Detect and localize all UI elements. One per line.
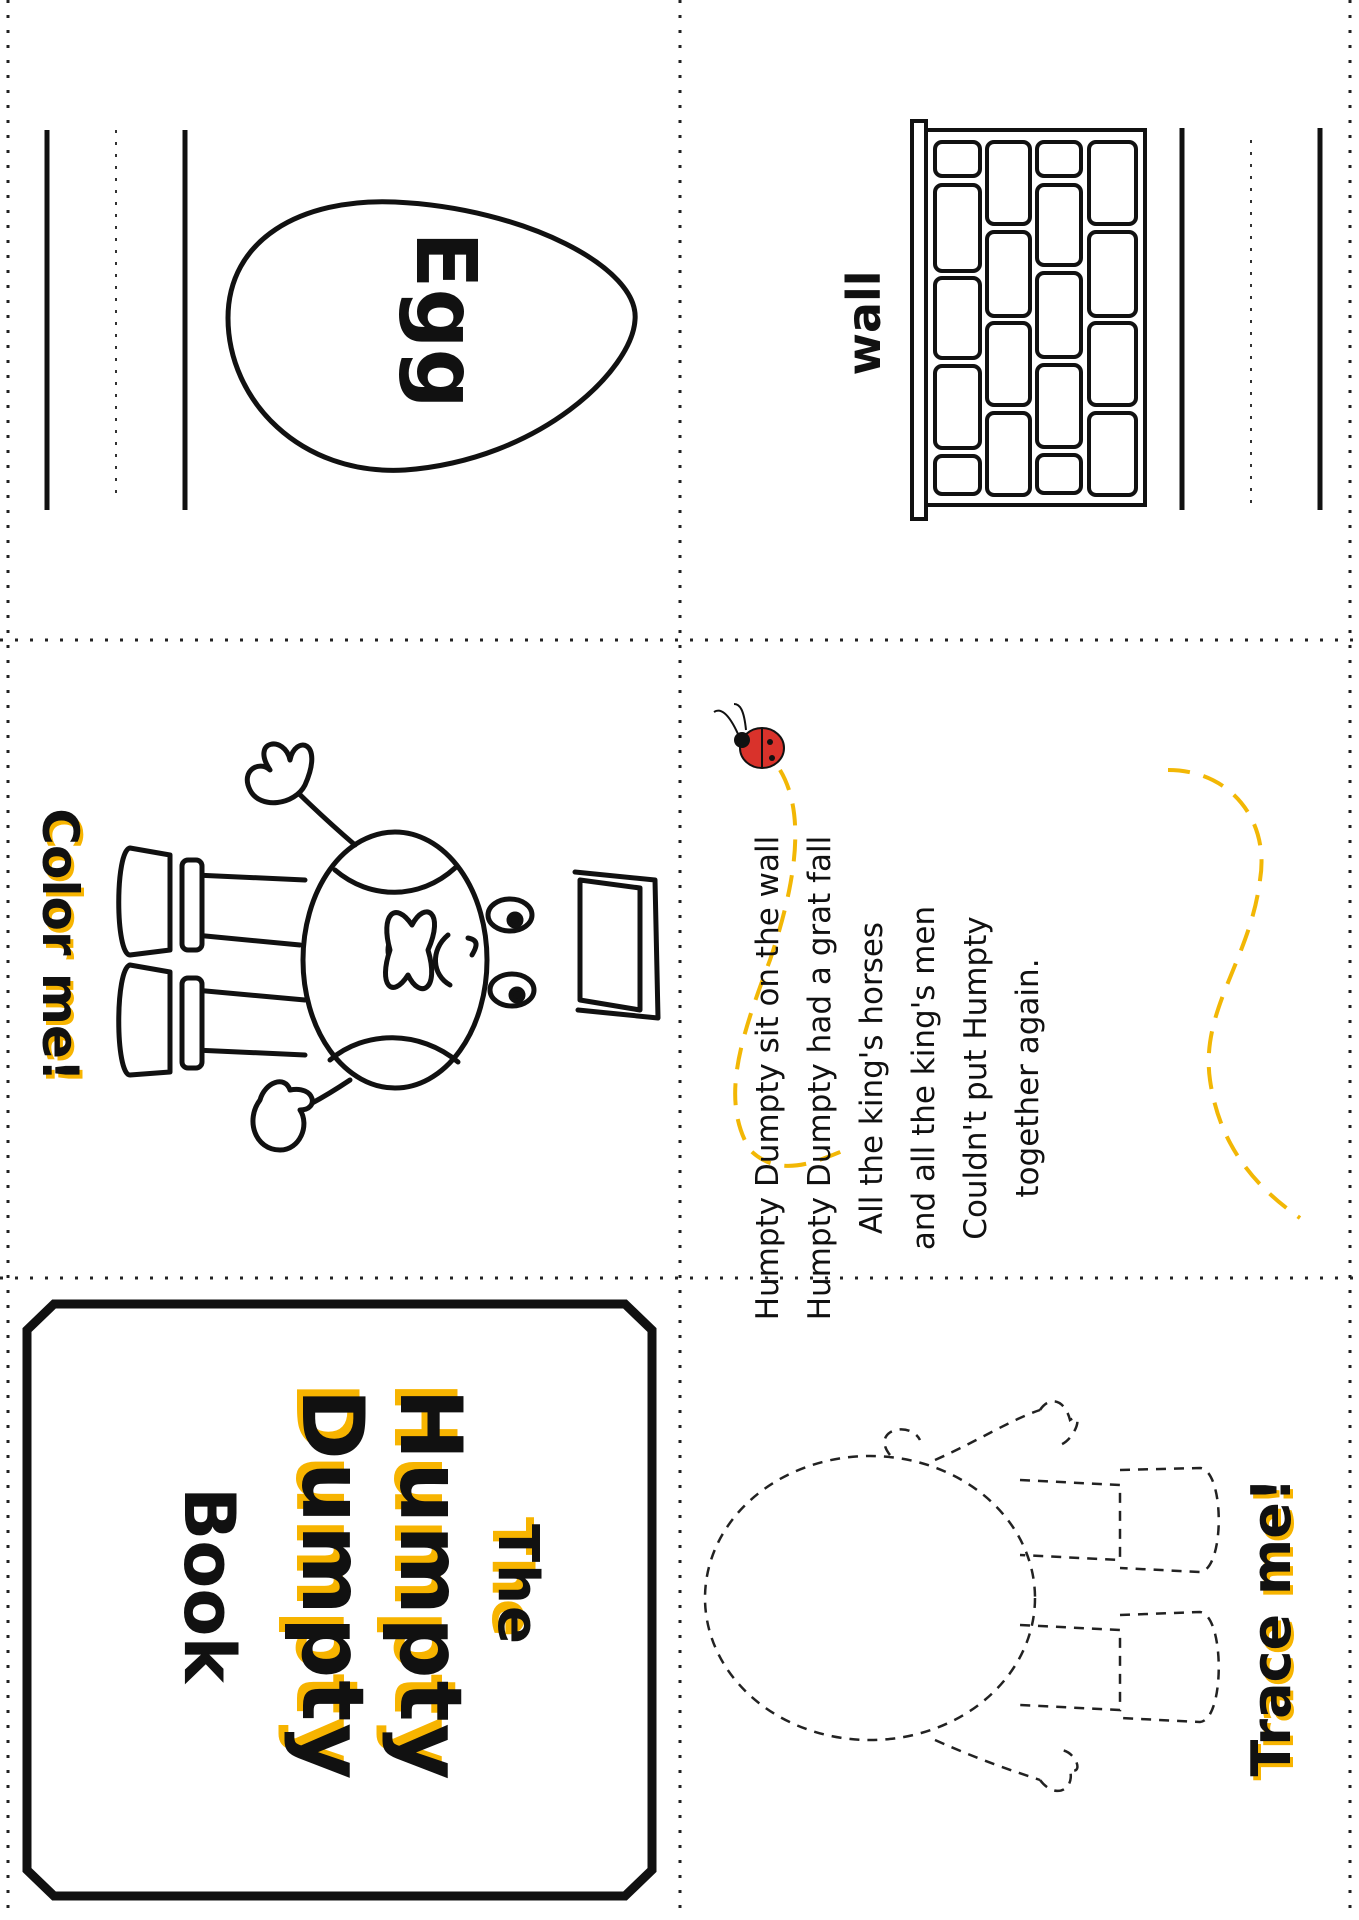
- ladybug-icon: [714, 704, 784, 768]
- egg-panel: [47, 130, 635, 510]
- handwriting-lines: [1182, 128, 1320, 510]
- humpty-coloring-illustration: [119, 744, 658, 1150]
- humpty-tracing-outline: [705, 1401, 1219, 1791]
- poem-text: [742, 808, 1062, 1348]
- poem-line: Humpty Dumpty had a grat fall: [802, 835, 838, 1321]
- poem-line: All the king's horses: [854, 921, 890, 1235]
- swirl-line: [1168, 770, 1300, 1218]
- wall-label: wall: [837, 270, 891, 376]
- trace-me-label: Trace me!: [1240, 1477, 1303, 1777]
- color-me-label: Color me!: [31, 808, 89, 1082]
- cover-title-the: The: [485, 1523, 550, 1647]
- wall-icon: [912, 121, 1145, 519]
- poem-line: together again.: [1010, 958, 1046, 1198]
- cover-title-dumpty: Dumpty: [282, 1388, 382, 1782]
- cover-title-humpty: Humpty: [380, 1388, 480, 1782]
- cover-title: [130, 1325, 550, 1845]
- wall-panel: [912, 121, 1320, 519]
- egg-label: Egg: [397, 231, 495, 409]
- poem-line: Humpty Dumpty sit on the wall: [750, 835, 786, 1321]
- poem-line: and all the king's men: [906, 905, 942, 1251]
- handwriting-lines: [47, 130, 185, 510]
- cover-subtitle: Book: [168, 1486, 250, 1684]
- poem-line: Couldn't put Humpty: [958, 916, 994, 1240]
